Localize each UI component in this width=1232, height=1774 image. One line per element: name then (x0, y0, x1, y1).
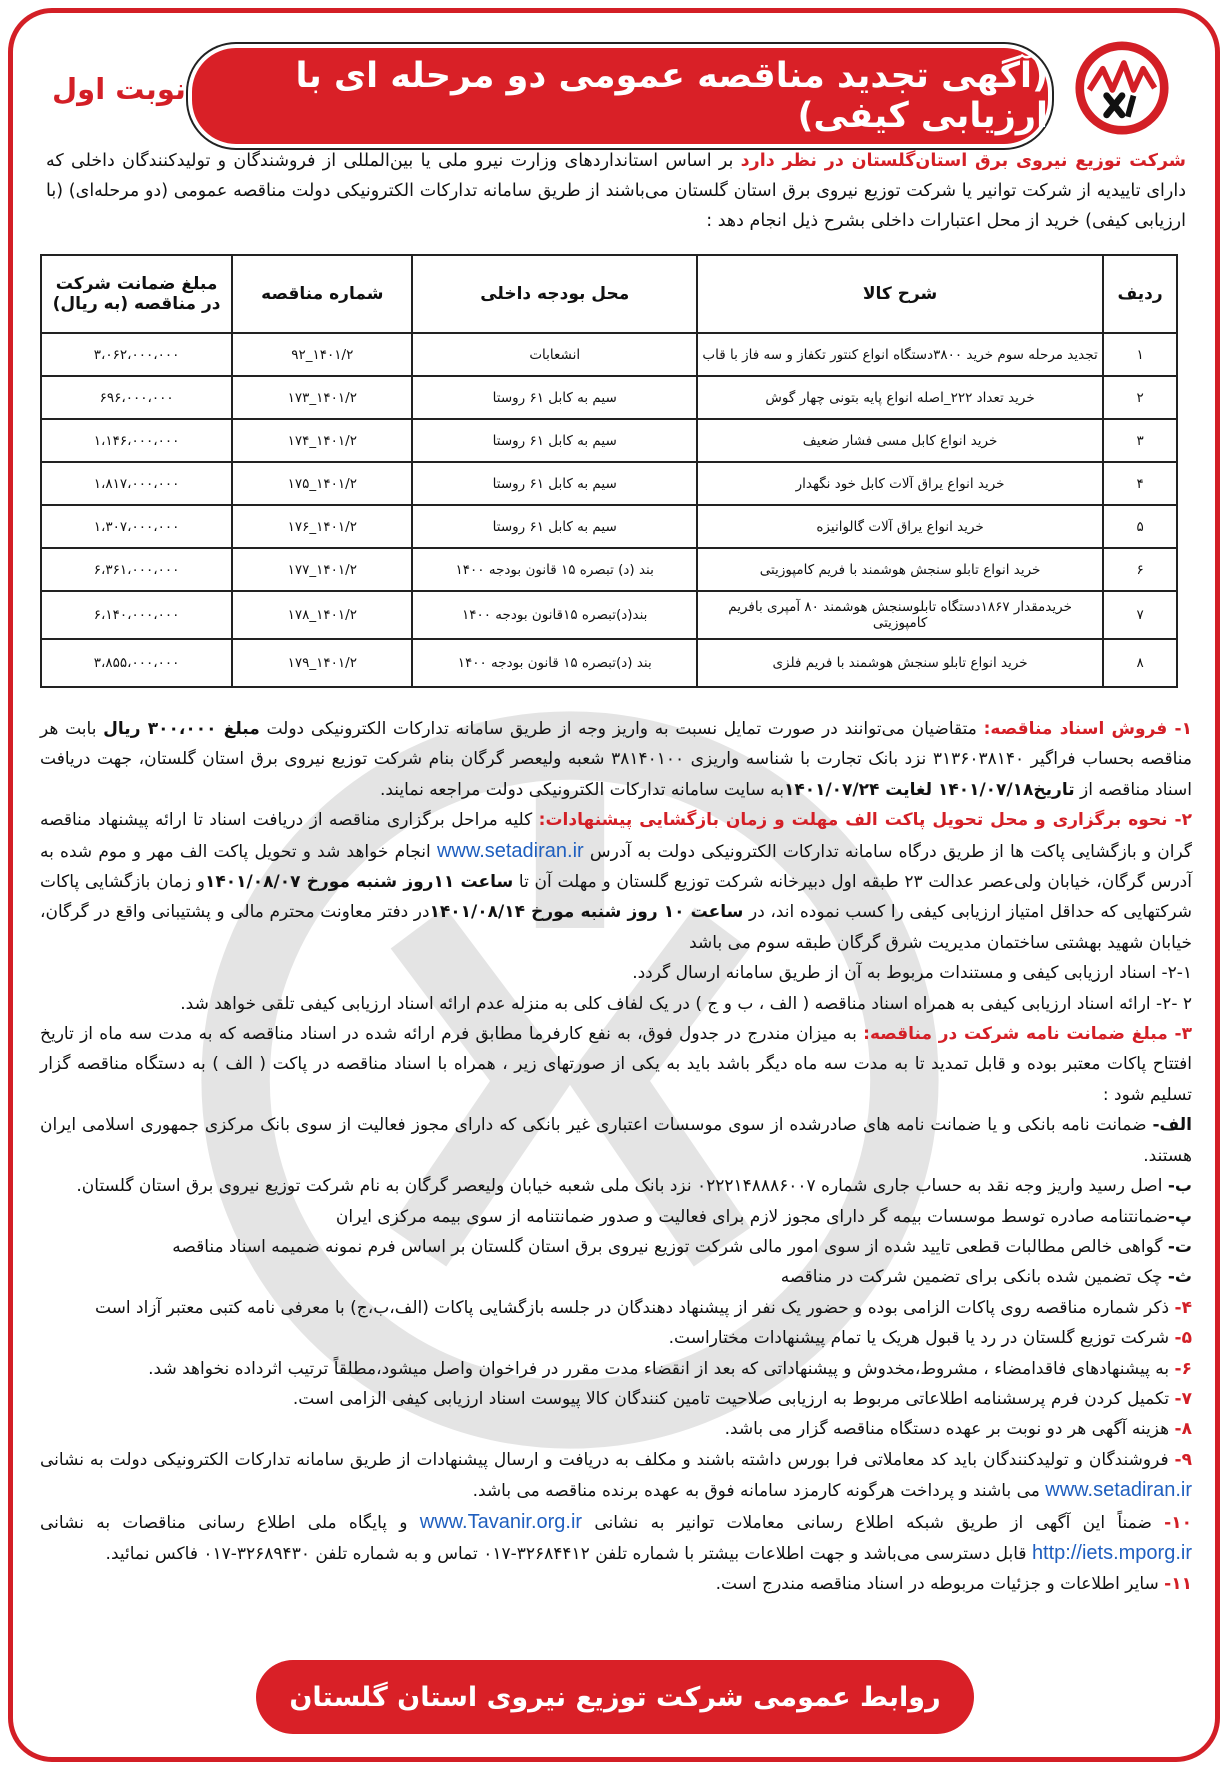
option-alef-label: الف- (1152, 1115, 1192, 1136)
guarantee-option-alef (40, 1110, 1192, 1171)
cell-budget: سیم به کابل ۶۱ روستا (412, 505, 697, 548)
item-9-text: فروشندگان و تولیدکنندگان باید کد معاملاتی فرا بورس داشته باشند و مکلف به دریافت و ارسال پیشنهادات از طریق سامانه تدارکات الکترونیکی دولت به نشانی (40, 1449, 1175, 1470)
cell-tender-no: ۱۴۰۱/۲_۱۷۸ (232, 591, 412, 639)
item-5-number: ۵- (1174, 1328, 1192, 1349)
section-3-heading: ۳- مبلغ ضمانت نامه شرکت در مناقصه: (863, 1024, 1192, 1045)
cell-item: خرید انواع تابلو سنجش هوشمند با فریم فلزی (697, 639, 1103, 687)
section-1-text-3: به سایت سامانه تدارکات الکترونیکی دولت مراجعه نمایند. (379, 779, 784, 800)
item-8-text: هزینه آگهی هر دو نوبت بر عهده دستگاه مناقصه گزار می باشد. (724, 1419, 1175, 1440)
cell-budget: سیم به کابل ۶۱ روستا (412, 376, 697, 419)
electric-utility-logo-icon (1074, 40, 1170, 136)
cell-row: ۴ (1103, 462, 1177, 505)
cell-guarantee: ۱،۱۴۶،۰۰۰،۰۰۰ (41, 419, 232, 462)
cell-item: خرید انواع کابل مسی فشار ضعیف (697, 419, 1103, 462)
option-pe-label: پ- (1167, 1206, 1192, 1227)
tender-table (40, 254, 1178, 688)
terms-body (40, 714, 1192, 1600)
company-name: شرکت توزیع نیروی برق استان‌گلستان در نظر دارد (740, 151, 1186, 171)
section-2-text-3: و زمان بازگشایی پاکات شرکتهایی که حداقل امتیاز ارزیابی کیفی را کسب نموده اند، در (40, 872, 1192, 923)
page-title: (آگهی تجدید مناقصه عمومی دو مرحله ای با ارزیابی کیفی) (295, 56, 1048, 136)
item-11 (40, 1569, 1192, 1599)
item-9-text-2: می باشند و پرداخت هرگونه کارمزد سامانه فوق به عهده برنده مناقصه می باشد. (472, 1481, 1046, 1502)
section-1-heading: ۱- فروش اسناد مناقصه: (983, 719, 1192, 739)
cell-budget: انشعابات (412, 333, 697, 376)
cell-budget: بند (د) تبصره ۱۵ قانون بودجه ۱۴۰۰ (412, 548, 697, 591)
item-10-text: ضمناً این آگهی از طریق شبکه اطلاع رسانی معاملات توانیر به نشانی (582, 1512, 1165, 1533)
cell-row: ۷ (1103, 591, 1177, 639)
cell-guarantee: ۱،۸۱۷،۰۰۰،۰۰۰ (41, 462, 232, 505)
item-8 (40, 1414, 1192, 1444)
item-6-number: ۶- (1174, 1358, 1192, 1379)
table-row (41, 548, 1177, 591)
intro-paragraph (46, 146, 1186, 236)
cell-guarantee: ۶،۱۴۰،۰۰۰،۰۰۰ (41, 591, 232, 639)
col-guarantee-header: مبلغ ضمانت شرکت در مناقصه (به ریال) (41, 255, 232, 333)
guarantee-option-se (40, 1262, 1192, 1292)
item-4 (40, 1293, 1192, 1323)
cell-budget: سیم به کابل ۶۱ روستا (412, 419, 697, 462)
table-row (41, 376, 1177, 419)
cell-tender-no: ۱۴۰۱/۲_۱۷۷ (232, 548, 412, 591)
setadiran-link[interactable]: www.setadiran.ir (436, 839, 584, 862)
cell-item: خریدمقدار ۱۸۶۷دستگاه تابلوسنجش هوشمند ۸۰ آمپری بافریم کامپوزیتی (697, 591, 1103, 639)
document-fee: مبلغ ۳۰۰،۰۰۰ ریال (103, 719, 260, 739)
option-be-text: اصل رسید واریز وجه نقد به حساب جاری شماره ۰۲۲۲۱۴۸۸۸۶۰۰۷ نزد بانک ملی شعبه خیابان ولیعصر گرگان به نام شرکت توزیع نیروی برق استان گلستان. (76, 1176, 1168, 1197)
footer-text: روابط عمومی شرکت توزیع نیروی استان گلستان (289, 1681, 941, 1713)
cell-tender-no: ۱۴۰۱/۲_۱۷۴ (232, 419, 412, 462)
cell-row: ۳ (1103, 419, 1177, 462)
col-item-header: شرح کالا (697, 255, 1103, 333)
cell-item: خرید تعداد ۲۲۲_اصله انواع پایه بتونی چهار گوش (697, 376, 1103, 419)
cell-tender-no: ۱۴۰۱/۲_۱۷۵ (232, 462, 412, 505)
cell-row: ۵ (1103, 505, 1177, 548)
item-6-text: به پیشنهادهای فاقدامضاء ، مشروط،مخدوش و پیشنهاداتی که بعد از انقضاء مدت مقرر در فراخوان واصل میشود،مطلقاً ترتیب اثرداده نخواهد شد. (148, 1358, 1175, 1379)
section-2 (40, 805, 1192, 958)
item-5 (40, 1323, 1192, 1353)
cell-item: خرید انواع تابلو سنجش هوشمند با فریم کامپوزیتی (697, 548, 1103, 591)
option-te-text: گواهی خالص مطالبات قطعی تایید شده از سوی امور مالی شرکت توزیع نیروی برق استان گلستان بر اساس فرم نمونه ضمیمه اسناد مناقصه (172, 1236, 1168, 1257)
col-budget-header: محل بودجه داخلی (412, 255, 697, 333)
intro-text: بر اساس استانداردهای وزارت نیرو ملی یا بین‌المللی از فروشندگان و تولیدکنندگان داخلی که دارای تاییدیه از شرکت توانیر یا شرکت توزیع نیروی برق استان گلستان می‌باشند از طریق سامانه تدارکات الکترونیکی دولت مناقصه عمومی (دو مرحله‌ای) (با ارزیابی کیفی) خرید از محل اعتبارات داخلی بشرح ذیل انجام دهد : (46, 151, 1186, 231)
cell-guarantee: ۳،۰۶۲،۰۰۰،۰۰۰ (41, 333, 232, 376)
cell-tender-no: ۱۴۰۱/۲_۱۷۳ (232, 376, 412, 419)
guarantee-option-be (40, 1171, 1192, 1201)
section-1-text: متقاضیان می‌توانند در صورت تمایل نسبت به واریز وجه از طریق سامانه تدارکات الکترونیکی دولت (259, 719, 984, 739)
guarantee-option-te (40, 1232, 1192, 1262)
cell-guarantee: ۱،۳۰۷،۰۰۰،۰۰۰ (41, 505, 232, 548)
tavanir-link[interactable]: www.Tavanir.org.ir (419, 1510, 583, 1533)
cell-guarantee: ۳،۸۵۵،۰۰۰،۰۰۰ (41, 639, 232, 687)
cell-row: ۸ (1103, 639, 1177, 687)
cell-budget: بند(د)تبصره ۱۵قانون بودجه ۱۴۰۰ (412, 591, 697, 639)
section-2-text-2: انجام خواهد شد و تحویل پاکت الف مهر و موم شده به آدرس گرگان، خیابان ولی‌عصر عدالت ۲۳ طبقه اول دبیرخانه شرکت توزیع گلستان و مهلت آن تا (40, 841, 1192, 893)
cell-tender-no: ۱۴۰۱/۲_۱۷۹ (232, 639, 412, 687)
cell-tender-no: ۱۴۰۱/۲_۹۲ (232, 333, 412, 376)
item-9-number: ۹- (1174, 1449, 1192, 1470)
item-7-text: تکمیل کردن فرم پرسشنامه اطلاعاتی مربوط به ارزیابی صلاحیت تامین کنندگان کالا پیوست اسناد ارزیابی کیفی الزامی است. (292, 1388, 1175, 1409)
round-label: نوبت اول (52, 72, 186, 106)
table-row (41, 419, 1177, 462)
item-11-text: سایر اطلاعات و جزئیات مربوطه در اسناد مناقصه مندرج است. (715, 1574, 1165, 1595)
opening-date: ساعت ۱۰ روز شنبه مورخ ۱۴۰۱/۰۸/۱۴ (429, 902, 744, 923)
table-row (41, 505, 1177, 548)
title-banner (188, 44, 1052, 148)
table-row (41, 333, 1177, 376)
section-2-text-4: در دفتر معاونت محترم مالی و پشتیبانی واقع در گرگان، خیابان شهید بهشتی ساختمان مدیریت شرق گرگان طبقه سوم می باشد (40, 902, 1192, 953)
section-2-2: ۲ -۲- ارائه اسناد ارزیابی کیفی به همراه اسناد مناقصه ( الف ، ب و ج ) در یک لفاف کلی به منزله عدم ارائه اسناد ارزیابی کیفی تلقی خواهد شد. (180, 993, 1192, 1014)
cell-guarantee: ۶۹۶،۰۰۰،۰۰۰ (41, 376, 232, 419)
item-10 (40, 1507, 1192, 1570)
cell-row: ۲ (1103, 376, 1177, 419)
option-se-label: ث- (1167, 1267, 1192, 1288)
section-3 (40, 1019, 1192, 1110)
item-11-number: ۱۱- (1164, 1574, 1192, 1595)
option-te-label: ت- (1167, 1236, 1192, 1257)
submission-deadline: ساعت ۱۱روز شنبه مورخ ۱۴۰۱/۰۸/۰۷ (205, 872, 514, 893)
item-5-text: شرکت توزیع گلستان در رد یا قبول هریک یا تمام پیشنهادات مختاراست. (668, 1328, 1175, 1349)
item-9 (40, 1445, 1192, 1507)
cell-row: ۶ (1103, 548, 1177, 591)
section-2-text: کلیه مراحل برگزاری مناقصه از دریافت اسناد تا ارائه پیشنهاد مناقصه گران و بازگشایی پاکت ها از طریق درگاه سامانه تدارکات الکترونیکی دولت به آدرس (40, 810, 1192, 862)
sale-dates: تاریخ۱۴۰۱/۰۷/۱۸ لغایت ۱۴۰۱/۰۷/۲۴ (783, 779, 1075, 800)
section-1-text-2: بابت هر مناقصه بحساب فراگیر ۳۱۳۶۰۳۸۱۴۰ نزد بانک تجارت با شناسه واریزی ۳۸۱۴۰۱۰۰ شعبه ولیعصر گرگان بنام شرکت توزیع نیروی برق استان گلستان، جهت دریافت اسناد مناقصه از (40, 719, 1192, 800)
option-be-label: ب- (1167, 1176, 1192, 1197)
option-pe-text: ضمانتنامه صادره توسط موسسات بیمه گر دارای مجوز لازم برای فعالیت و صدور ضمانتنامه از سوی بیمه مرکزی ایران (335, 1206, 1168, 1227)
footer-banner (256, 1660, 974, 1734)
item-10-number: ۱۰- (1164, 1512, 1192, 1533)
item-7-number: ۷- (1174, 1388, 1192, 1409)
section-2-1: ۲-۱- اسناد ارزیابی کیفی و مستندات مربوط به آن از طریق سامانه ارسال گردد. (632, 963, 1192, 984)
item-10-text-3: قابل دسترسی می‌باشد و جهت اطلاعات بیشتر با شماره تلفن ۳۲۶۸۴۴۱۲-۰۱۷ تماس و به شماره تلفن ۳۲۶۸۹۴۳۰-۰۱۷ فاکس نمائید. (105, 1543, 1032, 1564)
table-row (41, 591, 1177, 639)
item-4-text: ذکر شماره مناقصه روی پاکات الزامی بوده و حضور یک نفر از پیشنهاد دهندگان در جلسه بازگشایی پاکات (الف،ب،ج) با معرفی نامه کتبی معتبر آزاد است (94, 1297, 1175, 1318)
table-header-row (41, 255, 1177, 333)
cell-item: خرید انواع یراق آلات گالوانیزه (697, 505, 1103, 548)
section-2-heading: ۲- نحوه برگزاری و محل تحویل پاکت الف مهلت و زمان بازگشایی پیشنهادات: (538, 810, 1192, 831)
guarantee-option-pe (40, 1202, 1192, 1232)
item-7 (40, 1384, 1192, 1414)
section-3-text: به میزان مندرج در جدول فوق، به نفع کارفرما مطابق فرم ارائه شده در اسناد مناقصه که به مدت سه ماه از تاریخ افتتاح پاکات معتبر بوده و قابل تمدید تا به مدت سه ماه دیگر باشد باید به یکی از صورتهای زیر ، همراه با اسناد مناقصه در پاکت ( الف ) به دستگاه مناقصه گزار تسلیم شود : (40, 1024, 1192, 1105)
iets-link[interactable]: http://iets.mporg.ir (1031, 1541, 1192, 1564)
section-1 (40, 714, 1192, 805)
col-tender-no-header: شماره مناقصه (232, 255, 412, 333)
cell-tender-no: ۱۴۰۱/۲_۱۷۶ (232, 505, 412, 548)
col-row-header: ردیف (1103, 255, 1177, 333)
cell-item: تجدید مرحله سوم خرید ۳۸۰۰دستگاه انواع کنتور تکفاز و سه فاز با قاب (697, 333, 1103, 376)
cell-guarantee: ۶،۳۶۱،۰۰۰،۰۰۰ (41, 548, 232, 591)
table-row (41, 462, 1177, 505)
item-4-number: ۴- (1174, 1297, 1192, 1318)
cell-budget: بند (د)تبصره ۱۵ قانون بودجه ۱۴۰۰ (412, 639, 697, 687)
setadiran-link-2[interactable]: www.setadiran.ir (1045, 1479, 1192, 1502)
option-se-text: چک تضمین شده بانکی برای تضمین شرکت در مناقصه (780, 1267, 1168, 1288)
table-row (41, 639, 1177, 687)
item-6 (40, 1354, 1192, 1384)
option-alef-text: ضمانت نامه بانکی و یا ضمانت نامه های صادرشده از سوی موسسات اعتباری غیر بانکی که دارای مجوز فعالیت از سوی بانک مرکزی جمهوری اسلامی ایران هستند. (40, 1115, 1192, 1166)
item-10-text-2: و پایگاه ملی اطلاع رسانی مناقصات به نشانی (40, 1512, 420, 1533)
cell-item: خرید انواع یراق آلات کابل خود نگهدار (697, 462, 1103, 505)
cell-budget: سیم به کابل ۶۱ روستا (412, 462, 697, 505)
item-8-number: ۸- (1174, 1419, 1192, 1440)
cell-row: ۱ (1103, 333, 1177, 376)
